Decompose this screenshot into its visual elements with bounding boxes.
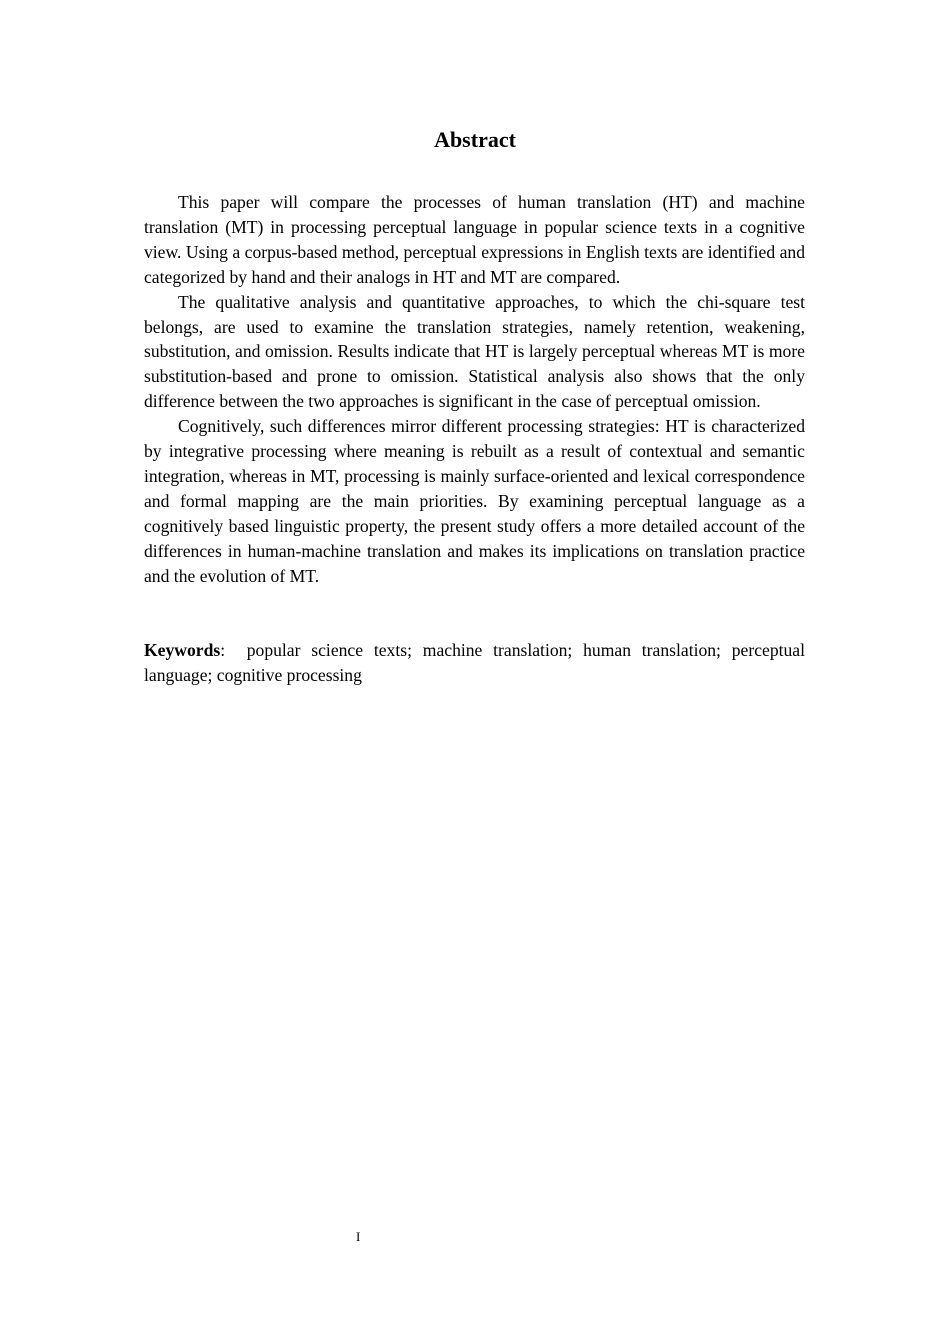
keywords-label: Keywords xyxy=(144,640,221,660)
abstract-paragraph-2: The qualitative analysis and quantitative approaches, to which the chi-square test belongs, are used to examine the translation strategies, namely retention, weakening, substitution, and omission. Results indicate that HT is largely perceptual whereas MT is more substitution-based and prone to omission. Statistical analysis also shows that the only difference between the two approaches is significant in the case of perceptual omission. xyxy=(144,291,805,412)
keywords-separator: : xyxy=(220,640,226,660)
abstract-body xyxy=(144,190,805,589)
abstract-paragraph-1: This paper will compare the processes of human translation (HT) and machine translation (MT) in processing perceptual language in popular science texts in a cognitive view. Using a corpus-based method, perceptual expressions in English texts are identified and categorized by hand and their analogs in HT and MT are compared. xyxy=(144,192,805,287)
keywords-line xyxy=(144,638,805,688)
abstract-paragraph-3: Cognitively, such differences mirror different processing strategies: HT is characterized by integrative processing where meaning is rebuilt as a result of contextual and semantic integration, whereas in MT, processing is mainly surface-oriented and lexical correspondence and formal mapping are the main priorities. By examining perceptual language as a cognitively based linguistic property, the present study offers a more detailed account of the differences in human-machine translation and makes its implications on translation practice and the evolution of MT. xyxy=(144,416,805,586)
abstract-title: Abstract xyxy=(434,127,516,152)
keywords-text: popular science texts; machine translation; human translation; perceptual language; cognitive processing xyxy=(144,640,806,685)
page-number: I xyxy=(356,1229,361,1244)
